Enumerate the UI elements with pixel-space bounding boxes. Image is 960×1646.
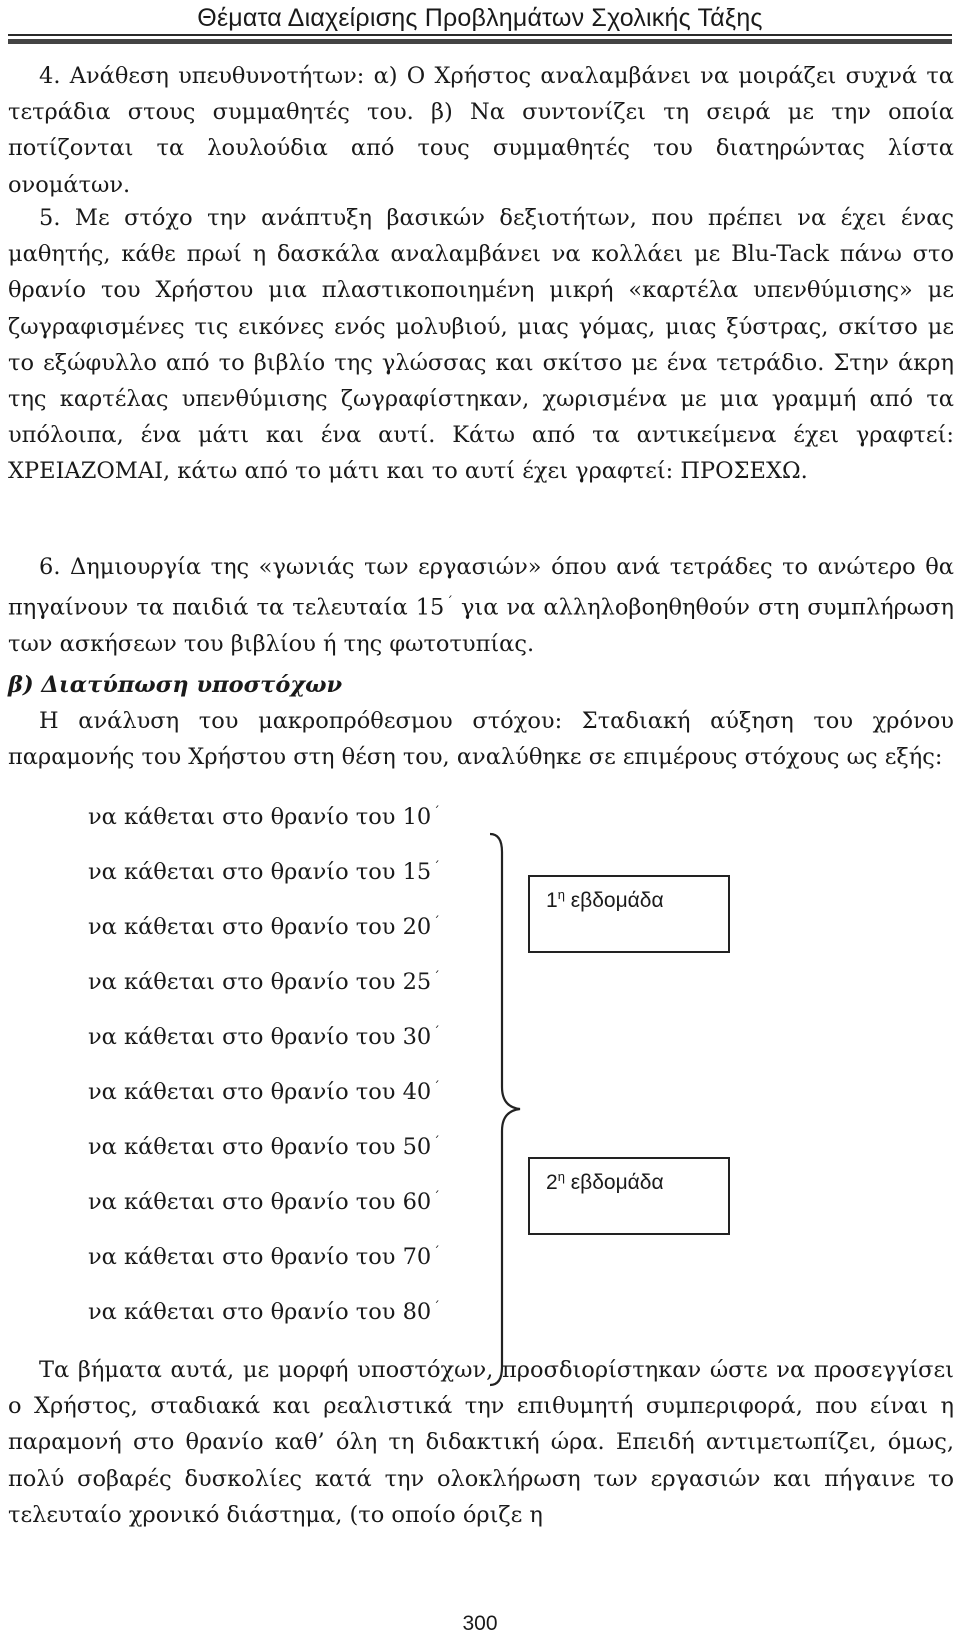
minutes-mark: ΄ [433, 1134, 440, 1150]
paragraph-5-text: 5. Με στόχο την ανάπτυξη βασικών δεξιοτήτων, που πρέπει να έχει ένας μαθητής, κάθε πρωί η δασκάλα αναλαμβάνει να κολλάει με Blu-Tack πάνω στο θρανίο του Χρήστου μια πλαστικοποιημένη μικρή «καρτέλα υπενθύμισης» με ζωγραφισμένες τις εικόνες ενός μολυβιού, μιας γόμας, μιας ξύστρας, σκίτσο με το εξώφυλλο από το βιβλίο της γλώσσας και σκίτσο με ένα τετράδιο. Στην άκρη της καρτέλας υπενθύμισης ζωγραφίστηκαν, χωρισμένα με μια γραμμή από τα υπόλοιπα, ένα μάτι και ένα αυτί. Κάτω από τα αντικείμενα έχει γραφτεί: ΧΡΕΙΑΖΟΜΑΙ, κάτω από το μάτι και το αυτί έχει γραφτεί: ΠΡΟΣΕΧΩ. [8, 205, 954, 485]
minutes-mark: ΄ [433, 1244, 440, 1260]
minutes-mark: ΄ [433, 859, 440, 875]
paragraph-6-text-before: 6. Δημιουργία της «γωνιάς των εργασιών» όπου ανά τετράδες το ανώτερο θα πηγαίνουν τα παιδιά τα τελευταία 15 [8, 554, 954, 621]
page-number: 300 [462, 1612, 498, 1635]
paragraph-4 [8, 58, 954, 203]
section-b [8, 667, 954, 776]
closing-paragraph [8, 1352, 954, 1533]
minutes-mark: ΄ [433, 969, 440, 985]
header-rule-thin [8, 34, 952, 36]
subgoal-item: να κάθεται στο θρανίο του 10 ΄ [88, 804, 440, 830]
paragraph-4-text: 4. Ανάθεση υπευθυνοτήτων: α) Ο Χρήστος αναλαμβάνει να μοιράζει συχνά τα τετράδια στους συμμαθητές του. β) Να συντονίζει τη σειρά με την οποία ποτίζονται τα λουλούδια από τους συμμαθητές του διατηρώντας λίστα ονομάτων. [8, 63, 954, 198]
subgoals-intro: Η ανάλυση του μακροπρόθεσμου στόχου: Σταδιακή αύξηση του χρόνου παραμονής του Χρήστου στη θέση του, αναλύθηκε σε επιμέρους στόχους ως εξής: [8, 708, 954, 771]
week-1-box: $1^\eta$ εβδομάδα [528, 875, 730, 953]
subgoal-item: να κάθεται στο θρανίο του 40 ΄ [88, 1079, 440, 1105]
closing-paragraph-text: Τα βήματα αυτά, με μορφή υποστόχων, προσδιορίστηκαν ώστε να προσεγγίσει ο Χρήστος, σταδιακά και ρεαλιστικά την επιθυμητή συμπεριφορά, που είναι η παραμονή στο θρανίο καθ’ όλη τη διδακτική ώρα. Επειδή αντιμετωπίζει, όμως, πολύ σοβαρές δυσκολίες κατά την ολοκλήρωση των εργασιών και πήγαινε το τελευταίο χρονικό διάστημα, (το οποίο όριζε η [8, 1357, 954, 1528]
paragraph-6 [8, 549, 954, 662]
subgoal-item: να κάθεται στο θρανίο του 80 ΄ [88, 1299, 440, 1325]
subgoal-item: να κάθεται στο θρανίο του 70 ΄ [88, 1244, 440, 1270]
curly-brace-icon [488, 832, 528, 1387]
subgoal-item: να κάθεται στο θρανίο του 30 ΄ [88, 1024, 440, 1050]
subheading-subgoals: β) Διατύπωση υποστόχων [8, 672, 343, 698]
subgoal-item: να κάθεται στο θρανίο του 50 ΄ [88, 1134, 440, 1160]
minutes-mark: ΄ [433, 1079, 440, 1095]
running-header: Θέματα Διαχείρισης Προβλημάτων Σχολικής Τάξης [197, 4, 763, 32]
subgoal-item: να κάθεται στο θρανίο του 25 ΄ [88, 969, 440, 995]
paragraph-6-text [8, 549, 954, 662]
minutes-mark: ΄ [433, 1189, 440, 1205]
minutes-mark: ΄ [446, 595, 453, 611]
minutes-mark: ΄ [433, 1299, 440, 1315]
minutes-mark: ΄ [433, 1024, 440, 1040]
paragraph-6-text-after: για να αλληλοβοηθηθούν στη συμπλήρωση των ασκήσεων του βιβλίου ή της φωτοτυπίας. [8, 594, 954, 657]
minutes-mark: ΄ [433, 804, 440, 820]
subgoal-item: να κάθεται στο θρανίο του 20 ΄ [88, 914, 440, 940]
header-rule-thick [8, 39, 952, 44]
subgoal-item: να κάθεται στο θρανίο του 15 ΄ [88, 859, 440, 885]
week-2-box: $2^\eta$ εβδομάδα [528, 1157, 730, 1235]
minutes-mark: ΄ [433, 914, 440, 930]
paragraph-5 [8, 200, 954, 490]
subgoal-item: να κάθεται στο θρανίο του 60 ΄ [88, 1189, 440, 1215]
